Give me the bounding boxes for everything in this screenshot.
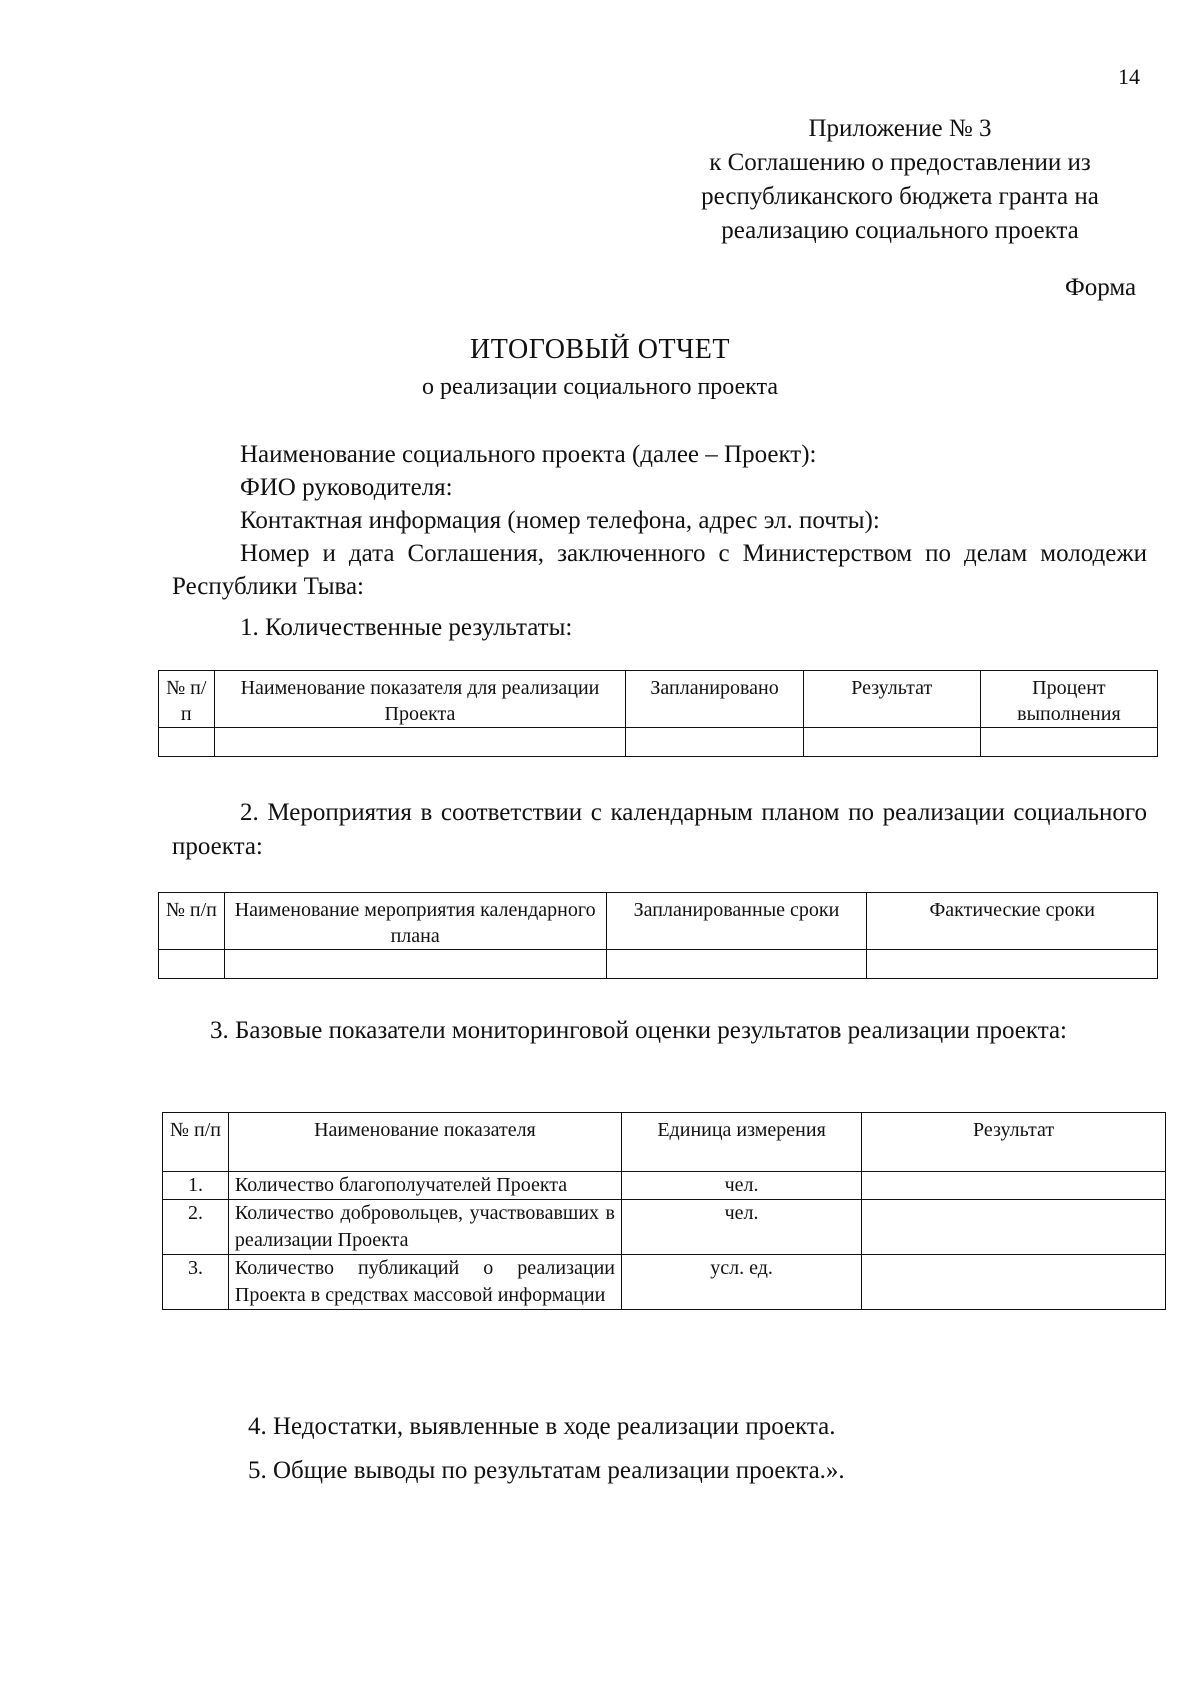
field-contacts: Контактная информация (номер телефона, адрес эл. почты): [240, 507, 880, 534]
table-header-row [159, 671, 1158, 728]
appendix-line-1: Приложение № 3 [808, 115, 992, 142]
table-cell [867, 950, 1158, 979]
row-number: 1. [163, 1172, 229, 1200]
table-cell [980, 728, 1157, 757]
unit-of-measure: усл. ед. [622, 1255, 862, 1310]
field-manager: ФИО руководителя: [240, 474, 453, 501]
appendix-line-2: к Соглашению о предоставлении из [709, 149, 1091, 176]
table-header-row [159, 893, 1158, 950]
column-header: № п/п [159, 671, 215, 728]
column-header: Процент выполнения [980, 671, 1157, 728]
section-3-heading: 3. Базовые показатели мониторинговой оценки результатов реализации проекта: [210, 1017, 1067, 1044]
section-2-heading: 2. Мероприятия в соответствии с календарным планом по реализации социального проекта: [172, 799, 1147, 860]
result-cell [862, 1200, 1166, 1255]
document-subtitle: о реализации социального проекта [421, 374, 779, 400]
table-cell [803, 728, 980, 757]
table-row [163, 1200, 1166, 1255]
column-header: Единица измерения [622, 1113, 862, 1172]
form-label: Форма [1065, 274, 1137, 301]
table-header-row [163, 1113, 1166, 1172]
table-row [159, 728, 1158, 757]
appendix-line-3: республиканского бюджета гранта на [701, 183, 1099, 210]
unit-of-measure: чел. [622, 1172, 862, 1200]
table-row [159, 950, 1158, 979]
section-5-heading: 5. Общие выводы по результатам реализации проекта.». [248, 1457, 845, 1484]
appendix-header [640, 112, 1160, 248]
section-4-heading: 4. Недостатки, выявленные в ходе реализации проекта. [248, 1413, 836, 1440]
column-header: Наименование показателя для реализации Проекта [214, 671, 626, 728]
table-cell [159, 950, 225, 979]
table-cell [159, 728, 215, 757]
row-number: 3. [163, 1255, 229, 1310]
table-cell [606, 950, 867, 979]
closing-sections [248, 1405, 845, 1493]
table-cell [626, 728, 803, 757]
row-number: 2. [163, 1200, 229, 1255]
indicator-name: Количество добровольцев, участвовавших в реализации Проекта [228, 1200, 621, 1255]
field-project-name: Наименование социального проекта (далее – Проект): [240, 441, 817, 468]
column-header: Запланировано [626, 671, 803, 728]
indicator-name: Количество благополучателей Проекта [228, 1172, 621, 1200]
section-1-heading: 1. Количественные результаты: [240, 614, 573, 641]
column-header: Результат [862, 1113, 1166, 1172]
table-row [163, 1255, 1166, 1310]
result-cell [862, 1255, 1166, 1310]
quantitative-results-table [158, 670, 1158, 757]
page-number: 14 [1118, 64, 1140, 89]
column-header: Запланированные сроки [606, 893, 867, 950]
unit-of-measure: чел. [622, 1200, 862, 1255]
table-cell [214, 728, 626, 757]
column-header: Результат [803, 671, 980, 728]
project-info-fields [172, 438, 1147, 603]
column-header: Фактические сроки [867, 893, 1158, 950]
calendar-plan-table [158, 892, 1158, 979]
document-title: ИТОГОВЫЙ ОТЧЕТ [470, 334, 730, 365]
indicator-name: Количество публикаций о реализации Проекта в средствах массовой информации [228, 1255, 621, 1310]
column-header: Наименование мероприятия календарного плана [224, 893, 606, 950]
result-cell [862, 1172, 1166, 1200]
column-header: Наименование показателя [228, 1113, 621, 1172]
column-header: № п/п [159, 893, 225, 950]
table-cell [224, 950, 606, 979]
appendix-line-4: реализацию социального проекта [721, 217, 1079, 244]
field-agreement: Номер и дата Соглашения, заключенного с Министерством по делам молодежи Республики Тыва: [172, 540, 1147, 600]
table-row [163, 1172, 1166, 1200]
column-header: № п/п [163, 1113, 229, 1172]
monitoring-indicators-table [162, 1112, 1166, 1310]
